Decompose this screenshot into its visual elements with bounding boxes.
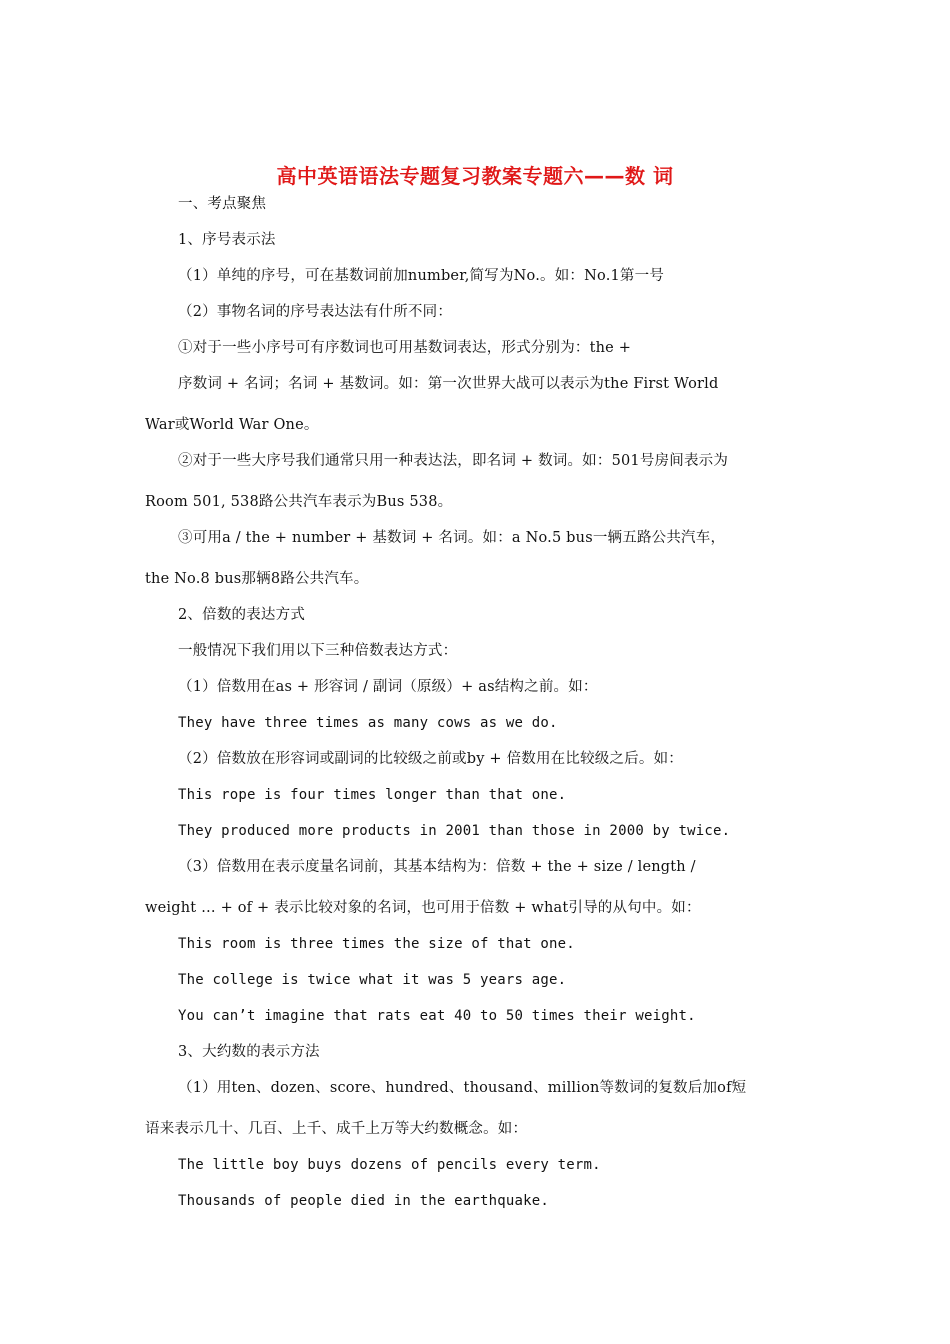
paragraph-line: （1）倍数用在as + 形容词 / 副词（原级）+ as结构之前。如： [178, 679, 598, 695]
paragraph-line: （2）事物名词的序号表达法有什所不同： [178, 304, 453, 320]
paragraph-line: （1）单纯的序号，可在基数词前加number,简写为No.。如：No.1第一号 [178, 268, 665, 284]
example-sentence: This room is three times the size of that one. [178, 936, 575, 952]
paragraph-line: Room 501, 538路公共汽车表示为Bus 538。 [145, 494, 453, 510]
document-title: 高中英语语法专题复习教案专题六——数 词 [276, 164, 674, 188]
paragraph-line: （2）倍数放在形容词或副词的比较级之前或by + 倍数用在比较级之后。如： [178, 751, 683, 767]
paragraph-line: the No.8 bus那辆8路公共汽车。 [145, 571, 369, 587]
paragraph-line: 语来表示几十、几百、上千、成千上万等大约数概念。如： [145, 1121, 528, 1137]
example-sentence: You can’t imagine that rats eat 40 to 50 times their weight. [178, 1008, 696, 1024]
paragraph-line: 序数词 + 名词；名词 + 基数词。如：第一次世界大战可以表示为the First World [178, 376, 719, 392]
paragraph-line: War或World War One。 [145, 417, 319, 433]
paragraph-line: 一般情况下我们用以下三种倍数表达方式： [178, 643, 458, 659]
example-sentence: This rope is four times longer than that one. [178, 787, 567, 803]
paragraph-line: ③可用a / the + number + 基数词 + 名词。如：a No.5 bus一辆五路公共汽车， [178, 530, 726, 546]
paragraph-line: ②对于一些大序号我们通常只用一种表达法，即名词 + 数词。如：501号房间表示为 [178, 453, 729, 469]
subsection-heading-approximate: 3、大约数的表示方法 [178, 1044, 320, 1060]
example-sentence: They produced more products in 2001 than those in 2000 by twice. [178, 823, 731, 839]
example-sentence: Thousands of people died in the earthquake. [178, 1193, 550, 1209]
subsection-heading-ordinal: 1、序号表示法 [178, 232, 276, 248]
example-sentence: The little boy buys dozens of pencils every term. [178, 1157, 601, 1173]
paragraph-line: weight … + of + 表示比较对象的名词，也可用于倍数 + what引导的从句中。如： [145, 900, 701, 916]
example-sentence: The college is twice what it was 5 years age. [178, 972, 567, 988]
paragraph-line: ①对于一些小序号可有序数词也可用基数词表达，形式分别为：the + [178, 340, 632, 356]
paragraph-line: （3）倍数用在表示度量名词前，其基本结构为：倍数 + the + size / length / [178, 859, 696, 875]
example-sentence: They have three times as many cows as we do. [178, 715, 558, 731]
subsection-heading-multiples: 2、倍数的表达方式 [178, 607, 306, 623]
paragraph-line: （1）用ten、dozen、score、hundred、thousand、million等数词的复数后加of短 [178, 1080, 747, 1096]
section-heading-focus: 一、考点聚焦 [178, 196, 267, 212]
